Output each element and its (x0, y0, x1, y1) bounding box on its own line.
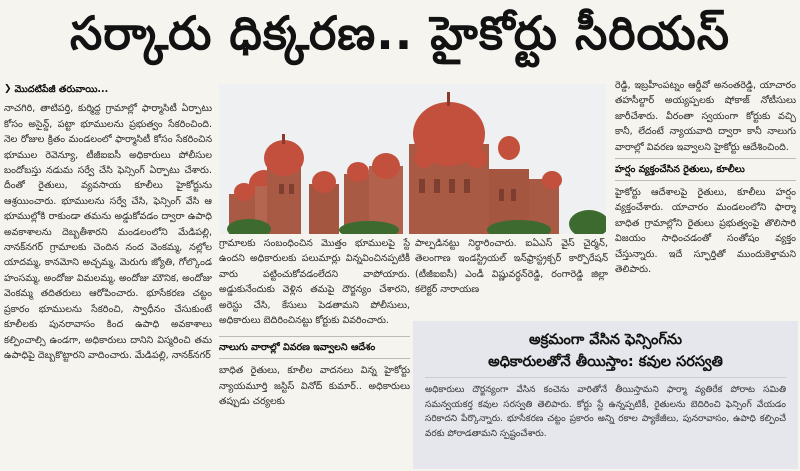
section-heading: నాలుగు వారాల్లో వివరణ ఇవ్వాలని ఆదేశం (219, 342, 376, 354)
section-heading: హర్షం వ్యక్తంచేసిన రైతులు, కూలీలు (615, 164, 745, 176)
headline: సర్కారు ధిక్కరణ.. హైకోర్టు సీరియస్ (69, 6, 731, 60)
article-column-2 (219, 236, 410, 471)
article-column-4 (615, 78, 796, 318)
high-court-photo (219, 84, 606, 234)
article-paragraph: గ్రామాలకు సంబంధించిన మొత్తం భూములపై స్టే ఉందని అధికారులకు పలుమార్లు విన్నవించినప్పటికీ వారు పట్టించుకోవడంలేదని వాపోయారు. అడ్డుకునేందుకు వెళ్లిన తమపై దౌర్జన్యం చేశారని, అరెస్టు చేసి, కేసులు పెడతామని పోలీసులు, అధికారులు బెదిరించినట్టు కోర్టుకు వివరించారు. (219, 238, 410, 327)
section-block (219, 336, 410, 409)
divider (219, 358, 410, 359)
article-column-1 (4, 82, 212, 468)
article-paragraph: రెడ్డి, ఇబ్రహీంపట్నం ఆర్డీవో అనంతరెడ్డి, యాచారం తహసీల్దార్ అయ్యప్పలకు షోకాజ్ నోటీసులు జారీచేశారు. వీరంతా స్వయంగా కోర్టుకు వచ్చి కానీ, లేదంటే న్యాయవాది ద్వారా కానీ నాలుగు వారాల్లో వివరణ ఇవ్వాలని హైకోర్టు ఆదేశించింది. (615, 80, 796, 153)
article-column-3 (415, 236, 608, 316)
divider (615, 180, 796, 181)
quote-box (413, 321, 798, 469)
chevron-right-icon: ❯ (4, 84, 12, 94)
quote-title-line-1: అక్రమంగా వేసిన ఫెన్సింగ్‌ను (529, 332, 682, 348)
article-paragraph: నాచగిరి, తాటిపర్తి, కుర్మిద్ద గ్రామాల్లో ఫార్మాసిటీ ఏర్పాటు కోసం అసైన్డ్, పట్టా భూములను ప్రభుత్వం సేకరించింది. నెల రోజుల క్రితం మండలంలో ఫార్మాసిటీ కోసం సేకరించిన భూముల రెవెన్యూ, టీజీఐఐసీ అధికారులు పోలీసుల బందోబస్తు నడుమ సర్వే చేసి ఫెన్సింగ్ ఏర్పాటు చేశారు. దీంతో రైతులు, వ్యవసాయ కూలీలు హైకోర్టును ఆశ్రయించారు. భూములను సర్వే చేసి, ఫెన్సింగ్ వేసి ఆ భూముల్లోకి రాకుండా తమను అడ్డుకోవడం ద్వారా ఉపాధి అవకాశాలను దెబ్బతీశారని మండలంలోని మేడిపల్లి, నానక్‌నగర్ గ్రామాలకు చెందిన నంద వెంకమ్మ, నల్లోల యాదమ్మ, కానమోని అచ్చమ్మ, మెరుగు జ్యోతి, గోల్కొండ హంసమ్మ, అందోజు విమలమ్మ, అందోజు మౌనిక, అందోజు వెంకమ్మ తదితరులు ఆరోపించారు. భూసేకరణ చట్టం ప్రకారం భూములను సేకరించి, స్వాధీనం చేసుకుంటే కూలీలకు పునరావాసం కింద ఉపాధి అవకాశాలు కల్పించాల్సి ఉండగా, అధికారులు దానిని విస్మరించి తమ ఉపాధిపై దెబ్బకొట్టారని వాదించారు. మేడిపల్లి, నానక్‌నగర్ (4, 103, 212, 361)
quote-title-line-2: అధికారులతోనే తీయిస్తాం: కవుల సరస్వతి (488, 354, 723, 370)
continued-label-text: మొదటిపేజీ తరువాయి... (14, 84, 109, 95)
article-paragraph: పాల్పడినట్టు నిర్ధారించారు. ఐఏఎస్ వైస్ చైర్మన్, తెలంగాణ ఇండస్ట్రియల్ ఇన్‌ఫ్రాస్ట్రక్చర్ కార్పొరేషన్ (టీజీఐఐసీ) ఎండీ విష్ణువర్ధన్‌రెడ్డి, రంగారెడ్డి జిల్లా కలెక్టర్ నారాయణ (415, 238, 608, 296)
continued-label (4, 82, 212, 97)
article-paragraph: హైకోర్టు ఆదేశాలపై రైతులు, కూలీలు హర్షం వ్యక్తంచేశారు. యాచారం మండలంలోని ఫార్మా బాధిత గ్రామాల్లోని రైతులు ప్రభుత్వంపై తొలిసారి విజయం సాధించడంతో సంతోషం వ్యక్తం చేస్తున్నారు. ఇదే స్ఫూర్తితో ముందుకెళ్తామని తెలిపారు. (615, 187, 796, 276)
divider (615, 158, 796, 159)
divider (425, 377, 786, 378)
divider (219, 336, 410, 337)
quote-body: అధికారులు దౌర్జన్యంగా వేసిన కంచెను వారితోనే తీయిస్తామని ఫార్మా వ్యతిరేక పోరాట సమితి సమన్వయకర్త కవుల సరస్వతి తెలిపారు. కోర్టు స్టే ఉన్నప్పటికీ, రైతులను బెదిరించి ఫెన్సింగ్ వేయడం సరికాదని పేర్కొన్నారు. భూసేకరణ చట్టం ప్రకారం అన్ని రకాల ప్యాకేజీలు, పునరావాసం, ఉపాధి కల్పించే వరకు పోరాడతామని స్పష్టంచేశారు. (425, 385, 786, 439)
article-paragraph: బాధిత రైతులు, కూలీల వాదనలు విన్న హైకోర్టు న్యాయమూర్తి జస్టిస్ వినోద్ కుమార్.. అధికారులు తప్పుడు చర్యలకు (219, 365, 410, 408)
